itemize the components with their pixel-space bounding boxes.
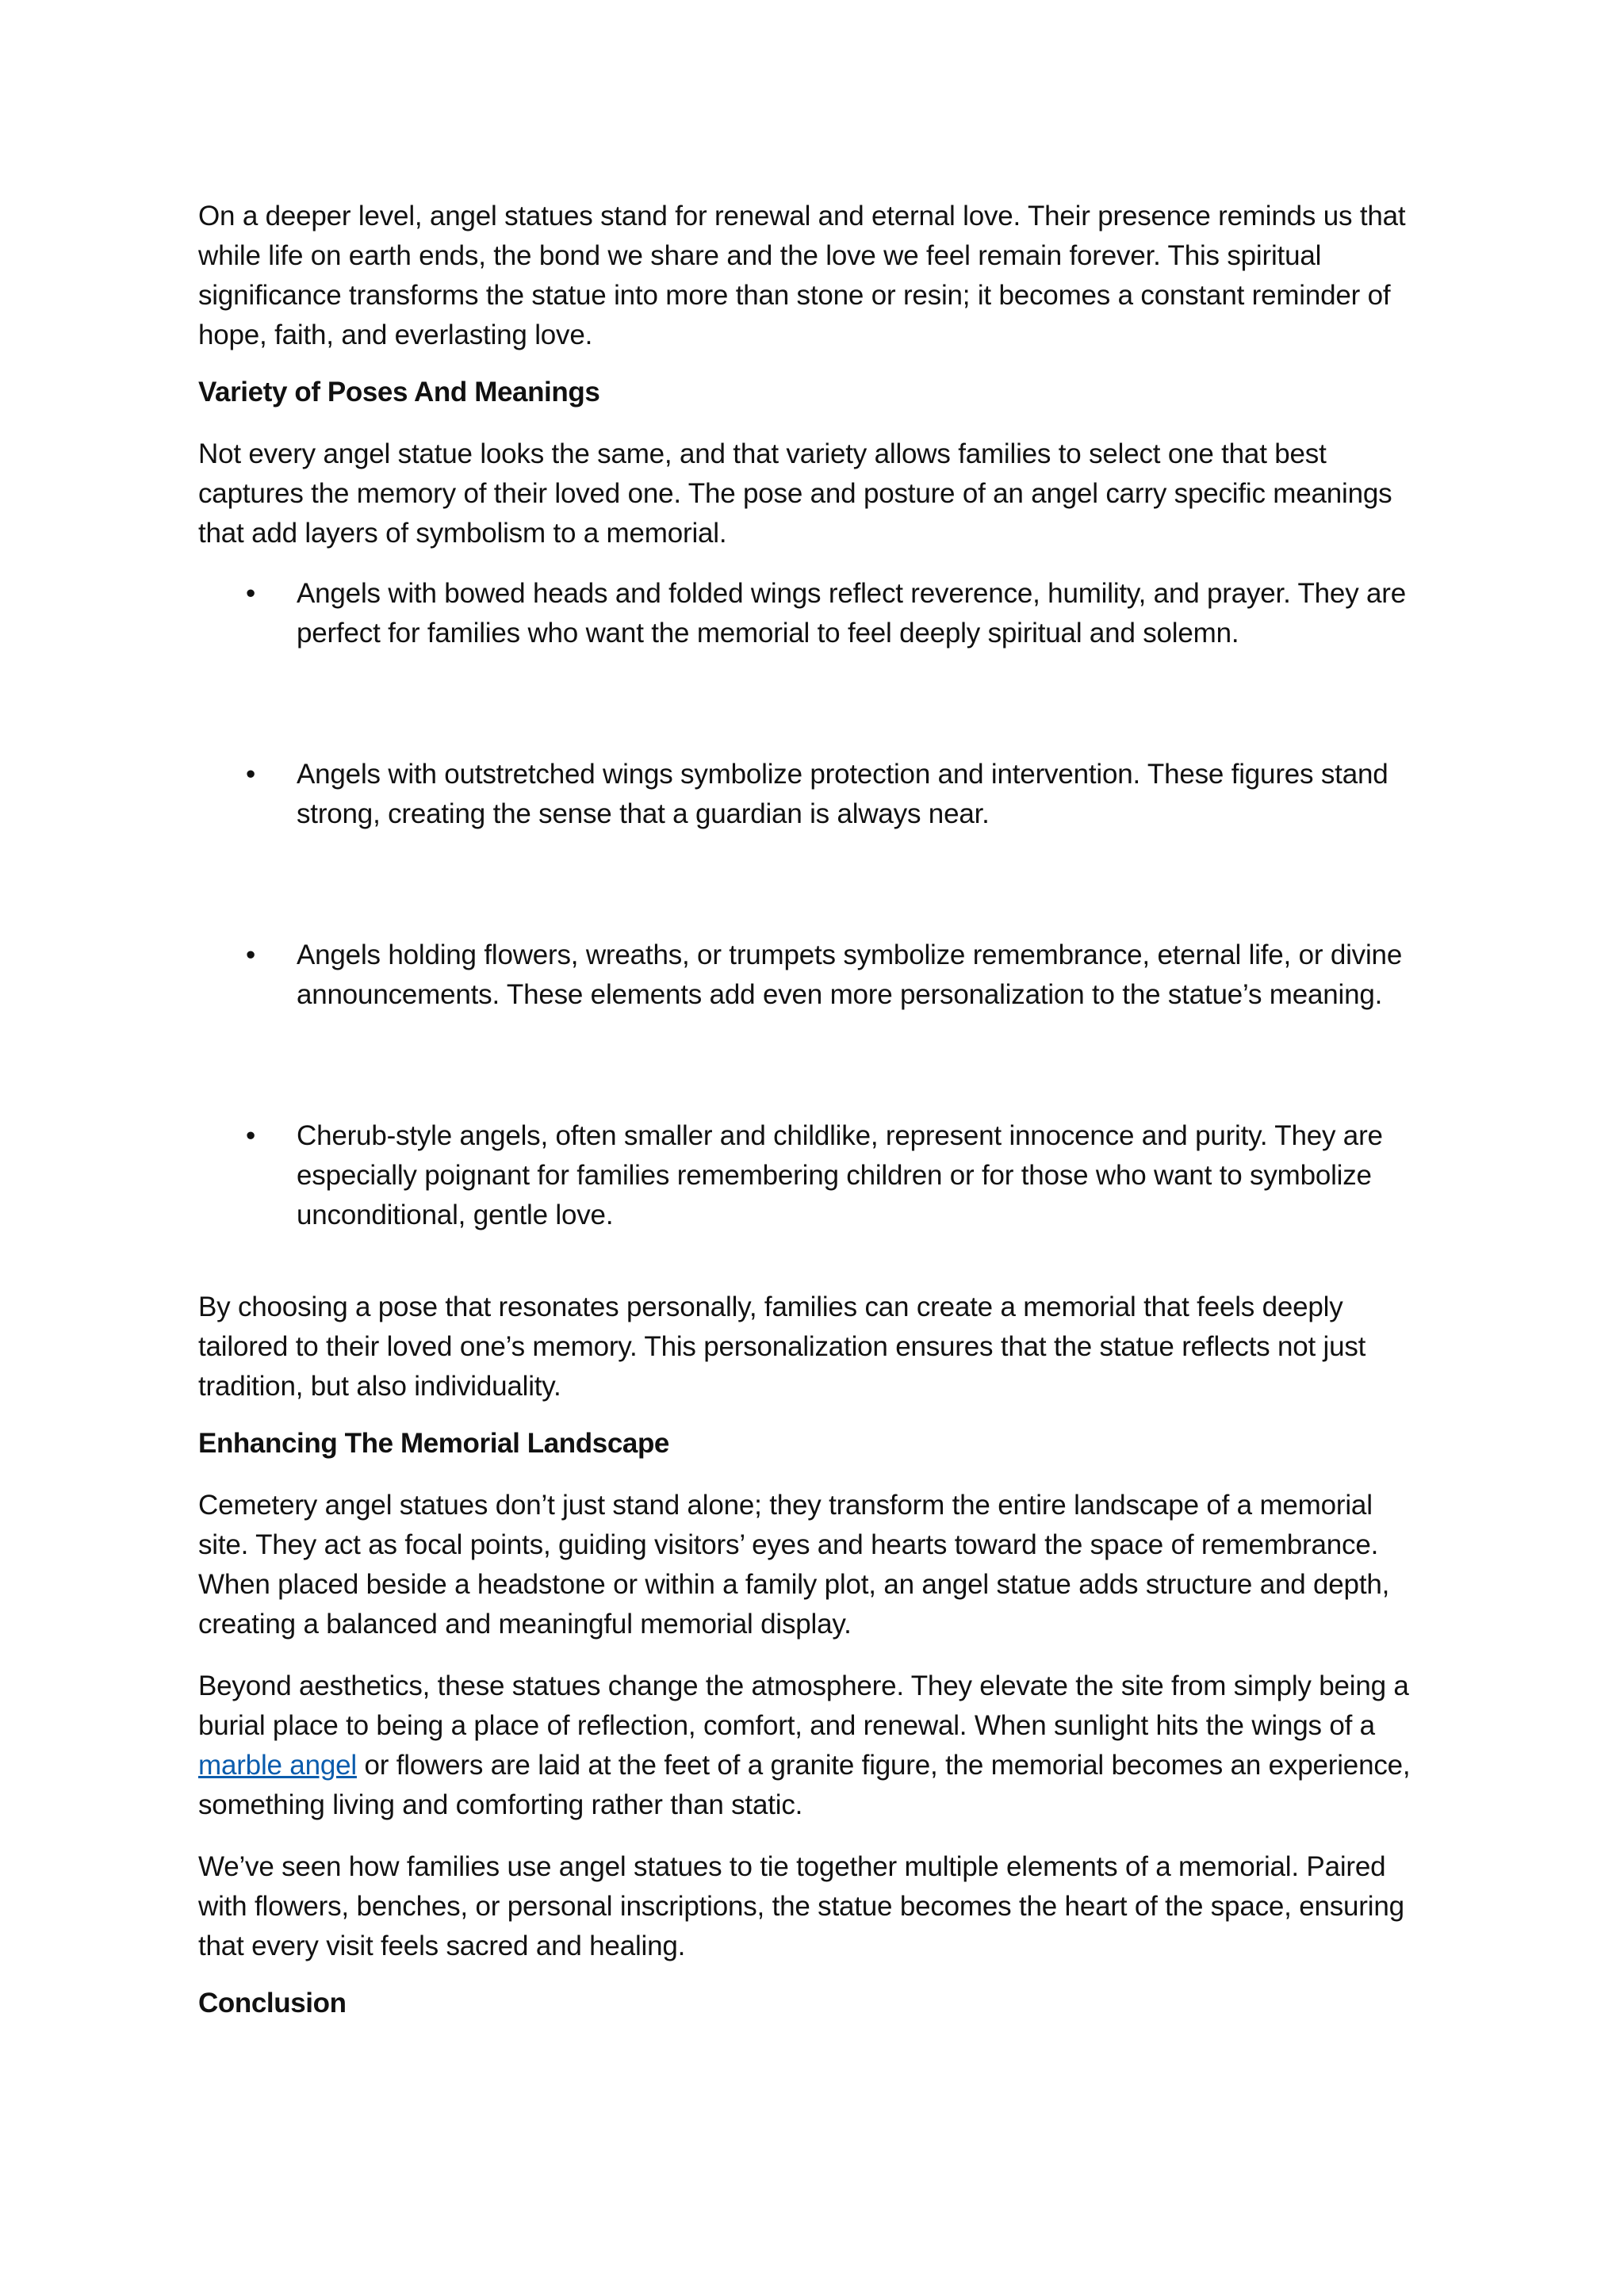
list-item	[198, 574, 1426, 653]
section-heading-landscape: Enhancing The Memorial Landscape	[198, 1428, 669, 1459]
section-heading-conclusion: Conclusion	[198, 1988, 347, 2019]
landscape-paragraph-2	[198, 1667, 1426, 1825]
marble-angel-link[interactable]: marble angel	[198, 1750, 357, 1781]
landscape-paragraph-1: Cemetery angel statues don’t just stand alone; they transform the entire landscape of a memorial site. They act as focal points, guiding visitors’ eyes and hearts toward the space of remembrance. When placed beside a headstone or within a family plot, an angel statue adds structure and depth, creating a balanced and meaningful memorial display.	[198, 1490, 1390, 1640]
landscape-paragraph-2-text-after: or flowers are laid at the feet of a granite figure, the memorial becomes an experience, something living and comforting rather than static.	[198, 1750, 1411, 1820]
list-item	[198, 1116, 1426, 1235]
list-item	[198, 755, 1426, 834]
list-item-text: Angels with bowed heads and folded wings reflect reverence, humility, and prayer. They are perfect for families who want the memorial to feel deeply spiritual and solemn.	[297, 578, 1407, 649]
poses-bullet-list	[198, 574, 1426, 1235]
landscape-paragraph-2-text-before: Beyond aesthetics, these statues change the atmosphere. They elevate the site from simply being a burial place to being a place of reflection, comfort, and renewal. When sunlight hits the wings of a	[198, 1670, 1409, 1741]
bullet-icon: •	[246, 939, 256, 970]
poses-closing-paragraph: By choosing a pose that resonates personally, families can create a memorial that feels deeply tailored to their loved one’s memory. This personalization ensures that the statue reflects not just tradition, but also individuality.	[198, 1292, 1366, 1402]
bullet-icon: •	[246, 578, 256, 609]
landscape-paragraph-3: We’ve seen how families use angel statues to tie together multiple elements of a memorial. Paired with flowers, benches, or personal inscriptions, the statue becomes the heart of the space, ensuring that every visit feels sacred and healing.	[198, 1851, 1404, 1961]
list-item	[198, 936, 1426, 1015]
poses-intro-paragraph: Not every angel statue looks the same, and that variety allows families to select one that best captures the memory of their loved one. The pose and posture of an angel carry specific meanings that add layers of symbolism to a memorial.	[198, 438, 1392, 549]
list-item-text: Angels with outstretched wings symbolize protection and intervention. These figures stand strong, creating the sense that a guardian is always near.	[297, 759, 1388, 829]
section-heading-poses: Variety of Poses And Meanings	[198, 377, 600, 408]
bullet-icon: •	[246, 759, 256, 790]
bullet-icon: •	[246, 1120, 256, 1151]
list-item-text: Angels holding flowers, wreaths, or trumpets symbolize remembrance, eternal life, or divine announcements. These elements add even more personalization to the statue’s meaning.	[297, 939, 1403, 1010]
intro-paragraph: On a deeper level, angel statues stand for renewal and eternal love. Their presence reminds us that while life on earth ends, the bond we share and the love we feel remain forever. This spiritual significance transforms the statue into more than stone or resin; it becomes a constant reminder of hope, faith, and everlasting love.	[198, 201, 1406, 350]
list-item-text: Cherub-style angels, often smaller and childlike, represent innocence and purity. They are especially poignant for families remembering children or for those who want to symbolize unconditional, gentle love.	[297, 1120, 1383, 1230]
